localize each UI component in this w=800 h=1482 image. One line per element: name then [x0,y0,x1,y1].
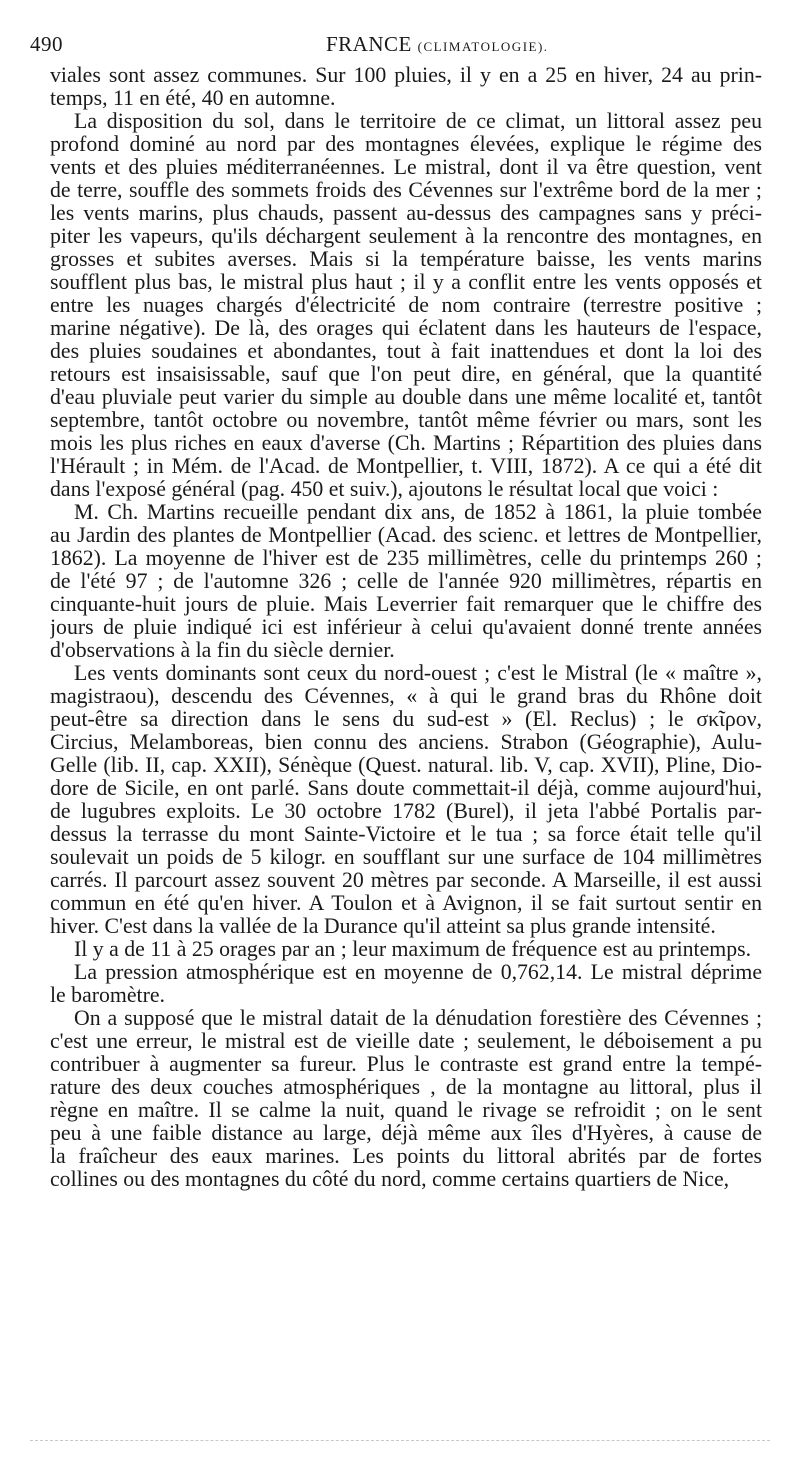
page-bottom-rule [30,1440,770,1442]
text-line: rature des deux couches atmosphériques , de la montagne au littoral, plus il [50,1076,762,1099]
text-line: On a supposé que le mistral datait de la dénudation forestière des Cévennes ; [74,1007,762,1030]
text-line: entre les nuages chargés d'électricité de nom contraire (terrestre positive ; [50,294,762,317]
text-line: La disposition du sol, dans le territoire de ce climat, un littoral assez peu [74,110,762,133]
text-line: vents et des pluies méditerranéennes. Le mistral, dont il va être question, vent [50,156,762,179]
text-line: d'observations à la fin du siècle dernier. [50,639,395,662]
text-line: temps, 11 en été, 40 en automne. [50,87,336,110]
text-line: de terre, souffle des sommets froids des Cévennes sur l'extrême bord de la mer ; [50,179,762,202]
text-line: soulevait un poids de 5 kilogr. en soufflant sur une surface de 104 millimètres [50,846,762,869]
text-line: Il y a de 11 à 25 orages par an ; leur maximum de fréquence est au printemps. [74,938,752,961]
text-line: magistraou), descendu des Cévennes, « à qui le grand bras du Rhône doit [50,685,762,708]
paragraph [50,110,762,501]
paragraph [50,64,762,110]
text-line: au Jardin des plantes de Montpellier (Acad. des scienc. et lettres de Montpellier, [50,524,762,547]
text-line: le baromètre. [50,984,165,1007]
body-text [50,64,762,1191]
text-line: septembre, tantôt octobre ou novembre, tantôt même février ou mars, sont les [50,409,762,432]
running-head [326,32,549,57]
text-line: piter les vapeurs, qu'ils déchargent seulement à la rencontre des montagnes, en [50,225,762,248]
text-line: dore de Sicile, en ont parlé. Sans doute commettait-il déjà, comme aujourd'hui, [50,777,762,800]
text-line: La pression atmosphérique est en moyenne de 0,762,14. Le mistral déprime [74,961,762,984]
text-line: peut-être sa direction dans le sens du sud-est » (El. Reclus) ; le σκῖρον, [50,708,762,731]
page-header [30,32,770,60]
text-line: viales sont assez communes. Sur 100 pluies, il y en a 25 en hiver, 24 au prin- [50,64,762,87]
text-line: mois les plus riches en eaux d'averse (Ch. Martins ; Répartition des pluies dans [50,432,762,455]
text-line: dessus la terrasse du mont Sainte-Victoire et le tua ; sa force était telle qu'il [50,823,762,846]
text-line: M. Ch. Martins recueille pendant dix ans, de 1852 à 1861, la pluie tombée [74,501,762,524]
text-line: grosses et subites averses. Mais si la température baisse, les vents marins [50,248,762,271]
text-line: marine négative). De là, des orages qui éclatent dans les hauteurs de l'espace, [50,317,762,340]
text-line: de lugubres exploits. Le 30 octobre 1782 (Burel), il jeta l'abbé Portalis par- [50,800,762,823]
text-line: la fraîcheur des eaux marines. Les points du littoral abrités par de fortes [50,1145,762,1168]
text-line: c'est une erreur, le mistral est de vieille date ; seulement, le déboisement a pu [50,1030,762,1053]
text-line: retours est insaisissable, sauf que l'on peut dire, en général, que la quantité [50,363,762,386]
text-line: 1862). La moyenne de l'hiver est de 235 millimètres, celle du printemps 260 ; [50,547,762,570]
running-head-main: FRANCE [326,32,412,56]
text-line: des pluies soudaines et abondantes, tout à fait inattendues et dont la loi des [50,340,762,363]
text-line: Gelle (lib. II, cap. XXII), Sénèque (Quest. natural. lib. V, cap. XVII), Pline, Dio- [50,754,762,777]
page-number: 490 [30,32,63,56]
text-line: commun en été qu'en hiver. A Toulon et à Avignon, il se fait surtout sentir en [50,892,762,915]
running-head-sub: (CLIMATOLOGIE). [417,39,549,54]
paragraph [50,1007,762,1191]
paragraph [50,501,762,662]
text-line: de l'été 97 ; de l'automne 326 ; celle de l'année 920 millimètres, répartis en [50,570,762,593]
text-line: peu à une faible distance au large, déjà même aux îles d'Hyères, à cause de [50,1122,762,1145]
text-line: d'eau pluviale peut varier du simple au double dans une même localité et, tantôt [50,386,762,409]
text-line: carrés. Il parcourt assez souvent 20 mètres par seconde. A Marseille, il est aussi [50,869,762,892]
text-line: soufflent plus bas, le mistral plus haut ; il y a conflit entre les vents opposés et [50,271,762,294]
text-line: contribuer à augmenter sa fureur. Plus le contraste est grand entre la tempé- [50,1053,762,1076]
text-line: cinquante-huit jours de pluie. Mais Leverrier fait remarquer que le chiffre des [50,593,762,616]
paragraph [50,662,762,938]
text-line: collines ou des montagnes du côté du nord, comme certains quartiers de Nice, [50,1168,730,1191]
text-line: les vents marins, plus chauds, passent au-dessus des campagnes sans y préci- [50,202,762,225]
text-line: Les vents dominants sont ceux du nord-ouest ; c'est le Mistral (le « maître », [74,662,762,685]
paragraph [50,961,762,1007]
text-line: hiver. C'est dans la vallée de la Durance qu'il atteint sa plus grande intensité. [50,915,716,938]
text-line: jours de pluie indiqué ici est inférieur à celui qu'avaient donné trente années [50,616,762,639]
text-line: l'Hérault ; in Mém. de l'Acad. de Montpellier, t. VIII, 1872). A ce qui a été dit [50,455,762,478]
text-line: profond dominé au nord par des montagnes élevées, explique le régime des [50,133,762,156]
text-line: dans l'exposé général (pag. 450 et suiv.), ajoutons le résultat local que voici : [50,478,719,501]
paragraph [50,938,762,961]
text-line: Circius, Melamboreas, bien connu des anciens. Strabon (Géographie), Aulu- [50,731,762,754]
text-line: règne en maître. Il se calme la nuit, quand le rivage se refroidit ; on le sent [50,1099,762,1122]
